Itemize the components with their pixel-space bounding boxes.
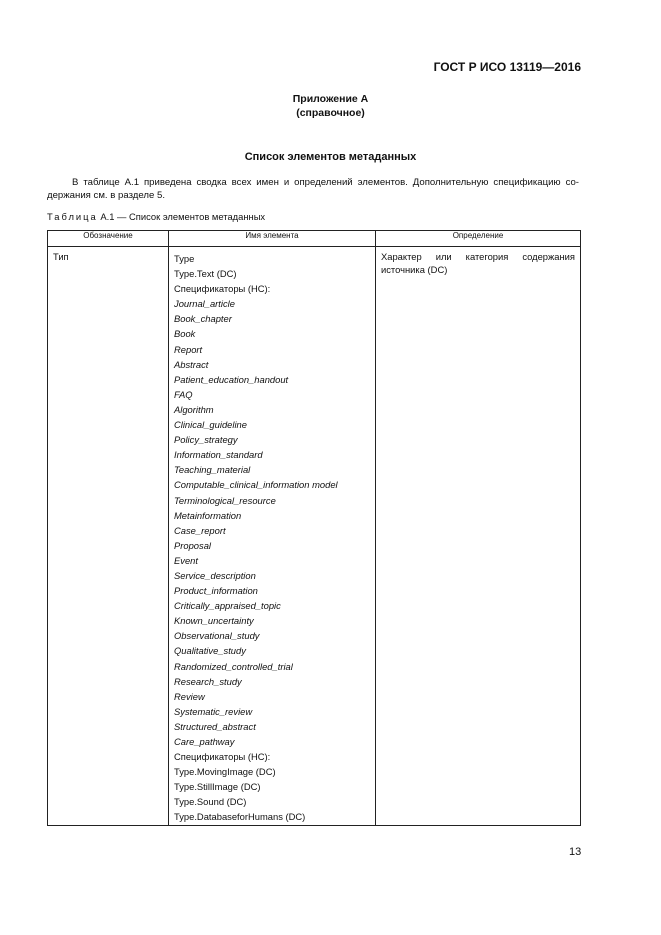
element-name-cell — [169, 247, 376, 826]
element-name-item: Type.Sound (DC) — [174, 796, 247, 808]
element-name-item: Type.StillImage (DC) — [174, 781, 261, 793]
element-name-item: Proposal — [174, 539, 212, 551]
header-designation: Обозначение — [48, 231, 169, 247]
element-name-item: Book_chapter — [174, 313, 232, 325]
element-name-item: Спецификаторы (НС): — [174, 283, 271, 295]
annex-subtitle: (справочное) — [296, 107, 365, 119]
element-name-item: Care_pathway — [174, 736, 235, 747]
header-element-name: Имя элемента — [169, 231, 376, 247]
element-name-item: Critically_appraised_topic — [174, 600, 281, 612]
element-name-item: Computable_clinical_information model — [174, 479, 338, 491]
element-name-item: Known_uncertainty — [174, 615, 254, 627]
element-name-item: Clinical_guideline — [174, 419, 247, 431]
designation-cell: Тип — [48, 247, 169, 826]
annex-title: Приложение А — [292, 93, 369, 105]
element-name-item: Product_information — [174, 585, 258, 597]
header-definition: Определение — [376, 231, 581, 247]
element-name-item: Review — [174, 690, 205, 702]
definition-text: Характер или категория содержания источника (DC) — [381, 251, 575, 275]
page-number: 13 — [569, 846, 582, 858]
element-name-item: Information_standard — [174, 449, 263, 461]
element-name-item: Report — [174, 343, 203, 355]
element-name-item: Randomized_controlled_trial — [174, 660, 293, 672]
annex-heading — [0, 92, 661, 120]
element-name-item: Policy_strategy — [174, 434, 238, 446]
table-caption-prefix: Таблица — [47, 211, 98, 222]
element-name-item: Type — [174, 253, 195, 264]
element-name-item: Metainformation — [174, 509, 242, 521]
standard-number: ГОСТ Р ИСО 13119—2016 — [433, 60, 581, 74]
element-name-item: Book — [174, 328, 196, 340]
element-name-item: Systematic_review — [174, 705, 253, 717]
element-name-item: Abstract — [174, 358, 209, 370]
table-caption — [47, 211, 265, 222]
element-name-item: Terminological_resource — [174, 494, 276, 506]
table-caption-rest: А.1 — Список элементов метаданных — [97, 211, 266, 222]
element-name-item: Qualitative_study — [174, 645, 246, 657]
element-name-item: Journal_article — [174, 298, 235, 310]
table-header-row — [48, 231, 581, 247]
table-row — [48, 247, 581, 826]
element-name-item: Observational_study — [174, 630, 260, 642]
element-name-item: Case_report — [174, 524, 226, 536]
section-title: Список элементов метаданных — [244, 151, 417, 163]
intro-paragraph: В таблице А.1 приведена сводка всех имен и определений элементов. Дополнительную спецификацию со-держания см. в разделе 5. — [47, 177, 579, 201]
element-name-item: Event — [174, 554, 198, 566]
element-name-item: Patient_education_handout — [174, 373, 289, 385]
element-name-item: Type.DatabaseforHumans (DC) — [174, 811, 306, 823]
definition-cell — [376, 247, 581, 826]
element-name-item: Type.Text (DC) — [174, 268, 237, 280]
element-name-item: Спецификаторы (НС): — [174, 751, 271, 763]
element-name-item: Research_study — [174, 675, 242, 687]
element-name-item: Teaching_material — [174, 464, 251, 476]
element-name-item: Type.MovingImage (DC) — [174, 766, 276, 778]
element-name-item: FAQ — [174, 388, 193, 400]
metadata-table — [47, 230, 581, 826]
element-name-item: Structured_abstract — [174, 720, 256, 732]
element-name-item: Service_description — [174, 569, 256, 581]
element-name-item: Algorithm — [174, 403, 214, 415]
